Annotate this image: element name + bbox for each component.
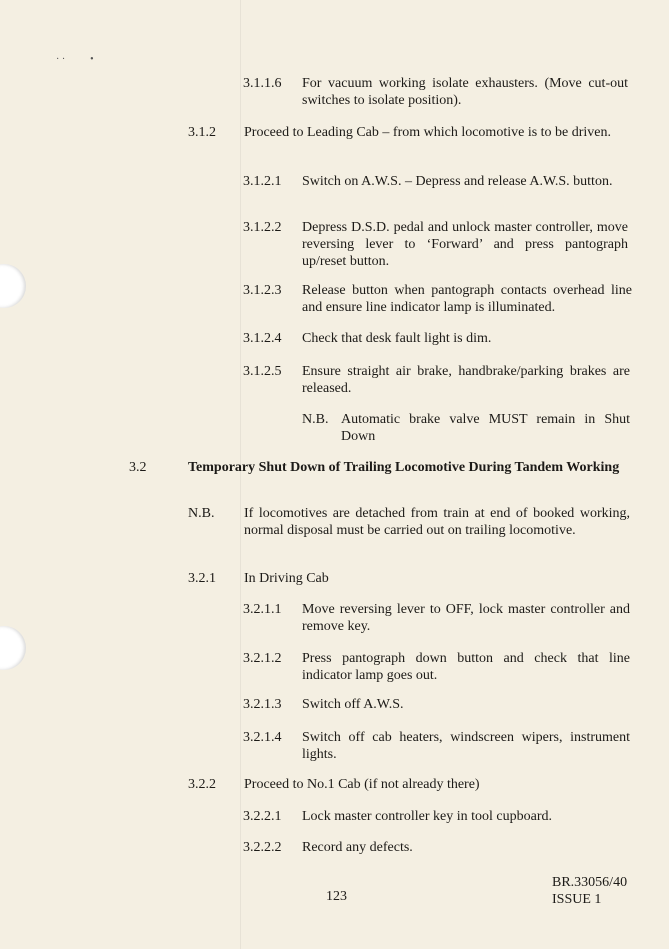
item-text: Switch on A.W.S. – Depress and release A.W.S. button. <box>302 174 613 189</box>
item-number: 3.1.2.1 <box>243 174 282 189</box>
punch-hole-upper <box>0 264 26 308</box>
item-text: Switch off A.W.S. <box>302 697 404 712</box>
item-number: 3.2.1.3 <box>243 697 282 712</box>
speck-marks: · · • <box>56 54 94 65</box>
item-number: 3.2.2.1 <box>243 809 282 824</box>
nb-label: N.B. <box>188 506 215 521</box>
item-text: Proceed to No.1 Cab (if not already there) <box>244 777 480 792</box>
item-text: Check that desk fault light is dim. <box>302 331 492 346</box>
item-text: Depress D.S.D. pedal and unlock master controller, move reversing lever to ‘Forward’ and press pantograph up/reset button. <box>302 220 628 269</box>
item-number: 3.2.1.1 <box>243 602 282 617</box>
item-text: Switch off cab heaters, windscreen wipers, instrument lights. <box>302 730 630 762</box>
item-number: 3.1.2.5 <box>243 364 282 379</box>
section-number: 3.2 <box>129 460 147 475</box>
item-text: Proceed to Leading Cab – from which locomotive is to be driven. <box>244 125 612 140</box>
item-text: Press pantograph down button and check that line indicator lamp goes out. <box>302 651 630 683</box>
nb-text: Automatic brake valve MUST remain in Shut Down <box>341 412 630 444</box>
document-issue: ISSUE 1 <box>552 892 602 907</box>
item-number: 3.2.1.2 <box>243 651 282 666</box>
item-text: Lock master controller key in tool cupboard. <box>302 809 552 824</box>
item-number: 3.2.2.2 <box>243 840 282 855</box>
item-text: Ensure straight air brake, handbrake/parking brakes are released. <box>302 364 630 396</box>
nb-text: If locomotives are detached from train at end of booked working, normal disposal must be carried out on trailing locomotive. <box>244 506 630 538</box>
section-heading: Temporary Shut Down of Trailing Locomotive During Tandem Working <box>188 460 620 475</box>
nb-label: N.B. <box>302 412 329 427</box>
item-number: 3.2.1 <box>188 571 216 586</box>
page-number: 123 <box>326 889 347 904</box>
item-number: 3.1.2 <box>188 125 216 140</box>
item-number: 3.1.1.6 <box>243 76 282 91</box>
item-number: 3.1.2.3 <box>243 283 282 298</box>
punch-hole-lower <box>0 626 26 670</box>
item-text: Move reversing lever to OFF, lock master controller and remove key. <box>302 602 630 634</box>
item-text: In Driving Cab <box>244 571 329 586</box>
item-number: 3.1.2.4 <box>243 331 282 346</box>
item-text: Release button when pantograph contacts overhead line and ensure line indicator lamp is illuminated. <box>302 283 632 315</box>
item-text: Record any defects. <box>302 840 413 855</box>
item-text: For vacuum working isolate exhausters. (Move cut-out switches to isolate position). <box>302 76 628 108</box>
document-ref-code: BR.33056/40 <box>552 875 628 890</box>
item-number: 3.2.2 <box>188 777 216 792</box>
document-reference <box>552 874 627 908</box>
item-number: 3.2.1.4 <box>243 730 282 745</box>
item-number: 3.1.2.2 <box>243 220 282 235</box>
